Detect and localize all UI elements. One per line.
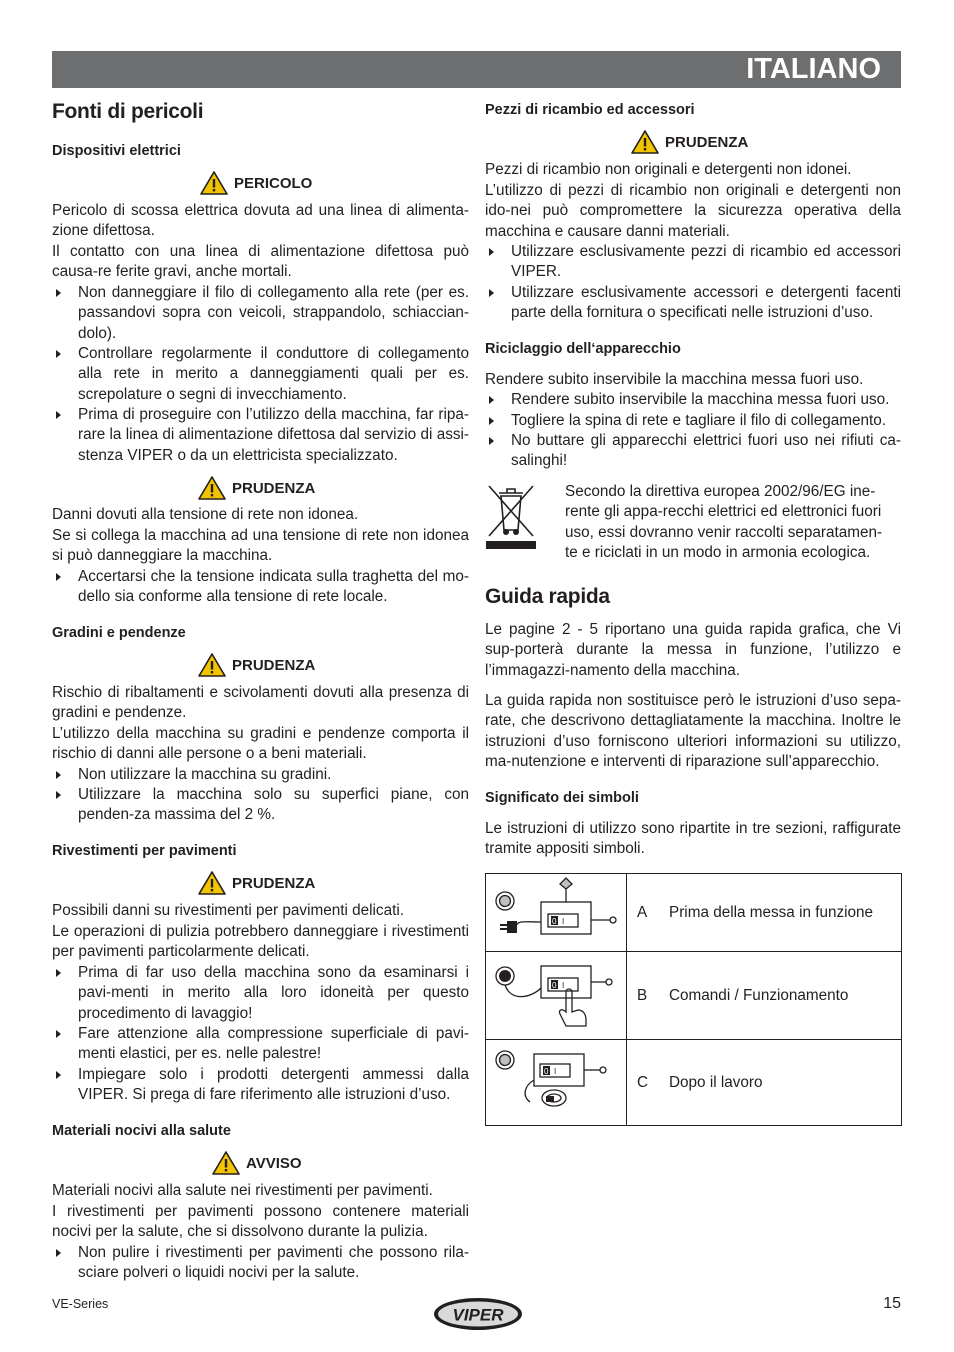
machine-unplugged-icon [486, 1040, 626, 1120]
symbol-cell [486, 874, 627, 952]
svg-text:0: 0 [544, 1067, 549, 1076]
warning-label: PRUDENZA [52, 653, 469, 677]
warning-triangle-icon [198, 871, 226, 895]
paragraph: Il contatto con una linea di alimentazione difettosa può causa-re ferite gravi, anche mortali. [52, 243, 469, 281]
paragraph: La guida rapida non sostituisce però le istruzioni d’uso sepa-rate, che descrivono dettagliatamente la macchina. Inoltre le istruzioni d’uso forniscono ulteriori informazioni su utilizzo, ma-nutenzione e interventi di riparazione sull’apparecchio. [485, 692, 901, 771]
list-item: Prima di far uso della macchina sono da esaminarsi i pavi-menti in merito alla loro idoneità per questo procedimento di lavaggio! [52, 963, 469, 1024]
language-banner [52, 51, 901, 88]
list-item: Prima di proseguire con l’utilizzo della macchina, far ripa-rare la linea di alimentazione difettosa dal servizio di assi-stenza VIPER o da un elettricista specializzato. [52, 405, 469, 466]
arrow-bullet-icon [56, 791, 61, 799]
table-row [486, 952, 902, 1040]
paragraph: Le operazioni di pulizia potrebbero danneggiare i rivestimenti per pavimenti particolarmente delicati. [52, 923, 469, 961]
paragraph: Rischio di ribaltamenti e scivolamenti dovuti alla presenza di gradini e pendenze. [52, 684, 469, 722]
warning-triangle-icon [212, 1151, 240, 1175]
section-title: Guida rapida [485, 585, 610, 608]
arrow-bullet-icon [489, 248, 494, 256]
list-item: Non danneggiare il filo di collegamento alla rete (per es. passandovi sopra con veicoli, strappandolo, schiaccian-dolo). [52, 283, 469, 344]
paragraph: L’utilizzo di pezzi di ricambio non originali e detergenti non ido-nei può compromettere la sicurezza operativa della macchina e causare danni materiali. [485, 182, 901, 240]
language-title: ITALIANO [746, 53, 881, 85]
arrow-bullet-icon [56, 411, 61, 419]
list-item: Rendere subito inservibile la macchina messa fuori uso. [485, 390, 901, 410]
subheading: Materiali nocivi alla salute [52, 1123, 231, 1139]
list-item: Impiegare solo i prodotti detergenti ammessi dalla VIPER. Si prega di fare riferimento alle istruzioni d’uso. [52, 1065, 469, 1106]
section-title: Fonti di pericoli [52, 100, 204, 123]
machine-operating-icon [486, 952, 626, 1034]
subheading: Dispositivi elettrici [52, 143, 181, 159]
list-item: Non pulire i rivestimenti per pavimenti che possono rila-sciare polveri o liquidi nocivi per la salute. [52, 1243, 469, 1284]
symbol-cell [486, 1040, 627, 1126]
paragraph: Possibili danni su rivestimenti per pavimenti delicati. [52, 902, 404, 919]
arrow-bullet-icon [489, 417, 494, 425]
list-item: Fare attenzione alla compressione superficiale di pavi-menti elastici, per es. nelle palestre! [52, 1024, 469, 1065]
arrow-bullet-icon [56, 289, 61, 297]
subheading: Significato dei simboli [485, 790, 639, 806]
viper-logo [433, 1297, 523, 1331]
svg-text:I: I [562, 917, 565, 926]
symbol-cell [486, 952, 627, 1040]
warning-label: PERICOLO [52, 171, 469, 195]
warning-triangle-icon [631, 130, 659, 154]
arrow-bullet-icon [56, 771, 61, 779]
arrow-bullet-icon [56, 1030, 61, 1038]
paragraph: Pezzi di ricambio non originali e detergenti non idonei. [485, 161, 852, 178]
arrow-bullet-icon [56, 573, 61, 581]
symbol-label: B Comandi / Funzionamento [627, 952, 902, 1040]
paragraph: Materiali nocivi alla salute nei rivestimenti per pavimenti. [52, 1182, 433, 1199]
machine-plugged-icon [486, 874, 626, 946]
warning-triangle-icon [200, 171, 228, 195]
paragraph: Le pagine 2 - 5 riportano una guida rapida grafica, che Vi sup-porterà durante la messa in funzione, l’utilizzo e l’immagazzi-namento della macchina. [485, 621, 901, 679]
list-item: Utilizzare la macchina solo su superfici piane, con penden-za massima del 2 %. [52, 785, 469, 826]
warning-label: PRUDENZA [52, 476, 469, 500]
paragraph: Pericolo di scossa elettrica dovuta ad una linea di alimenta-zione difettosa. [52, 202, 469, 240]
arrow-bullet-icon [489, 289, 494, 297]
svg-text:0: 0 [552, 917, 557, 926]
list-item: Togliere la spina di rete e tagliare il filo di collegamento. [485, 411, 901, 431]
symbol-label: A Prima della messa in funzione [627, 874, 902, 952]
weee-paragraph: Secondo la direttiva europea 2002/96/EG ine-rente gli appa-recchi elettrici ed elettronici fuori uso, essi dovranno venir raccolti separatamen-te e riciclati in un modo in armonia ecologica. [565, 483, 883, 562]
arrow-bullet-icon [489, 396, 494, 404]
table-row [486, 874, 902, 952]
list-item: Utilizzare esclusivamente pezzi di ricambio ed accessori VIPER. [485, 242, 901, 283]
symbols-table [485, 873, 902, 1126]
list-item: No buttare gli apparecchi elettrici fuori uso nei rifiuti ca-salinghi! [485, 431, 901, 472]
arrow-bullet-icon [489, 437, 494, 445]
footer-series: VE-Series [52, 1297, 109, 1311]
subheading: Rivestimenti per pavimenti [52, 843, 237, 859]
svg-text:0: 0 [552, 981, 557, 990]
paragraph: Rendere subito inservibile la macchina messa fuori uso. [485, 371, 864, 388]
arrow-bullet-icon [56, 969, 61, 977]
paragraph: I rivestimenti per pavimenti possono contenere materiali nocivi per la salute, che si dissolvono durante la pulizia. [52, 1203, 469, 1241]
paragraph: L’utilizzo della macchina su gradini e pendenze comporta il rischio di danni alle persone o a beni materiali. [52, 725, 469, 763]
svg-text:VIPER: VIPER [452, 1305, 504, 1325]
warning-label: AVVISO [52, 1151, 469, 1175]
list-item: Utilizzare esclusivamente accessori e detergenti facenti parte della fornitura o specificati nelle istruzioni d’uso. [485, 283, 901, 324]
page-number: 15 [883, 1295, 901, 1312]
paragraph: Danni dovuti alla tensione di rete non idonea. [52, 506, 359, 523]
list-item: Non utilizzare la macchina su gradini. [52, 765, 469, 785]
paragraph: Le istruzioni di utilizzo sono ripartite in tre sezioni, raffigurate tramite appositi simboli. [485, 820, 901, 858]
warning-triangle-icon [198, 476, 226, 500]
arrow-bullet-icon [56, 1071, 61, 1079]
subheading: Riciclaggio dell‘apparecchio [485, 341, 681, 357]
warning-label: PRUDENZA [485, 130, 901, 154]
symbol-label: C Dopo il lavoro [627, 1040, 902, 1126]
warning-label: PRUDENZA [52, 871, 469, 895]
arrow-bullet-icon [56, 350, 61, 358]
paragraph: Se si collega la macchina ad una tensione di rete non idonea si può danneggiare la macchina. [52, 527, 469, 565]
weee-crossed-bin-icon [485, 482, 537, 550]
list-item: Accertarsi che la tensione indicata sulla traghetta del mo-dello sia conforme alla tensione di rete locale. [52, 567, 469, 608]
arrow-bullet-icon [56, 1249, 61, 1257]
svg-text:I: I [554, 1067, 557, 1076]
list-item: Controllare regolarmente il conduttore di collegamento alla rete in merito a danneggiamenti quali per es. screpolature o segni di invecchiamento. [52, 344, 469, 405]
subheading: Gradini e pendenze [52, 625, 186, 641]
subheading: Pezzi di ricambio ed accessori [485, 102, 695, 118]
warning-triangle-icon [198, 653, 226, 677]
table-row [486, 1040, 902, 1126]
svg-text:I: I [562, 981, 565, 990]
